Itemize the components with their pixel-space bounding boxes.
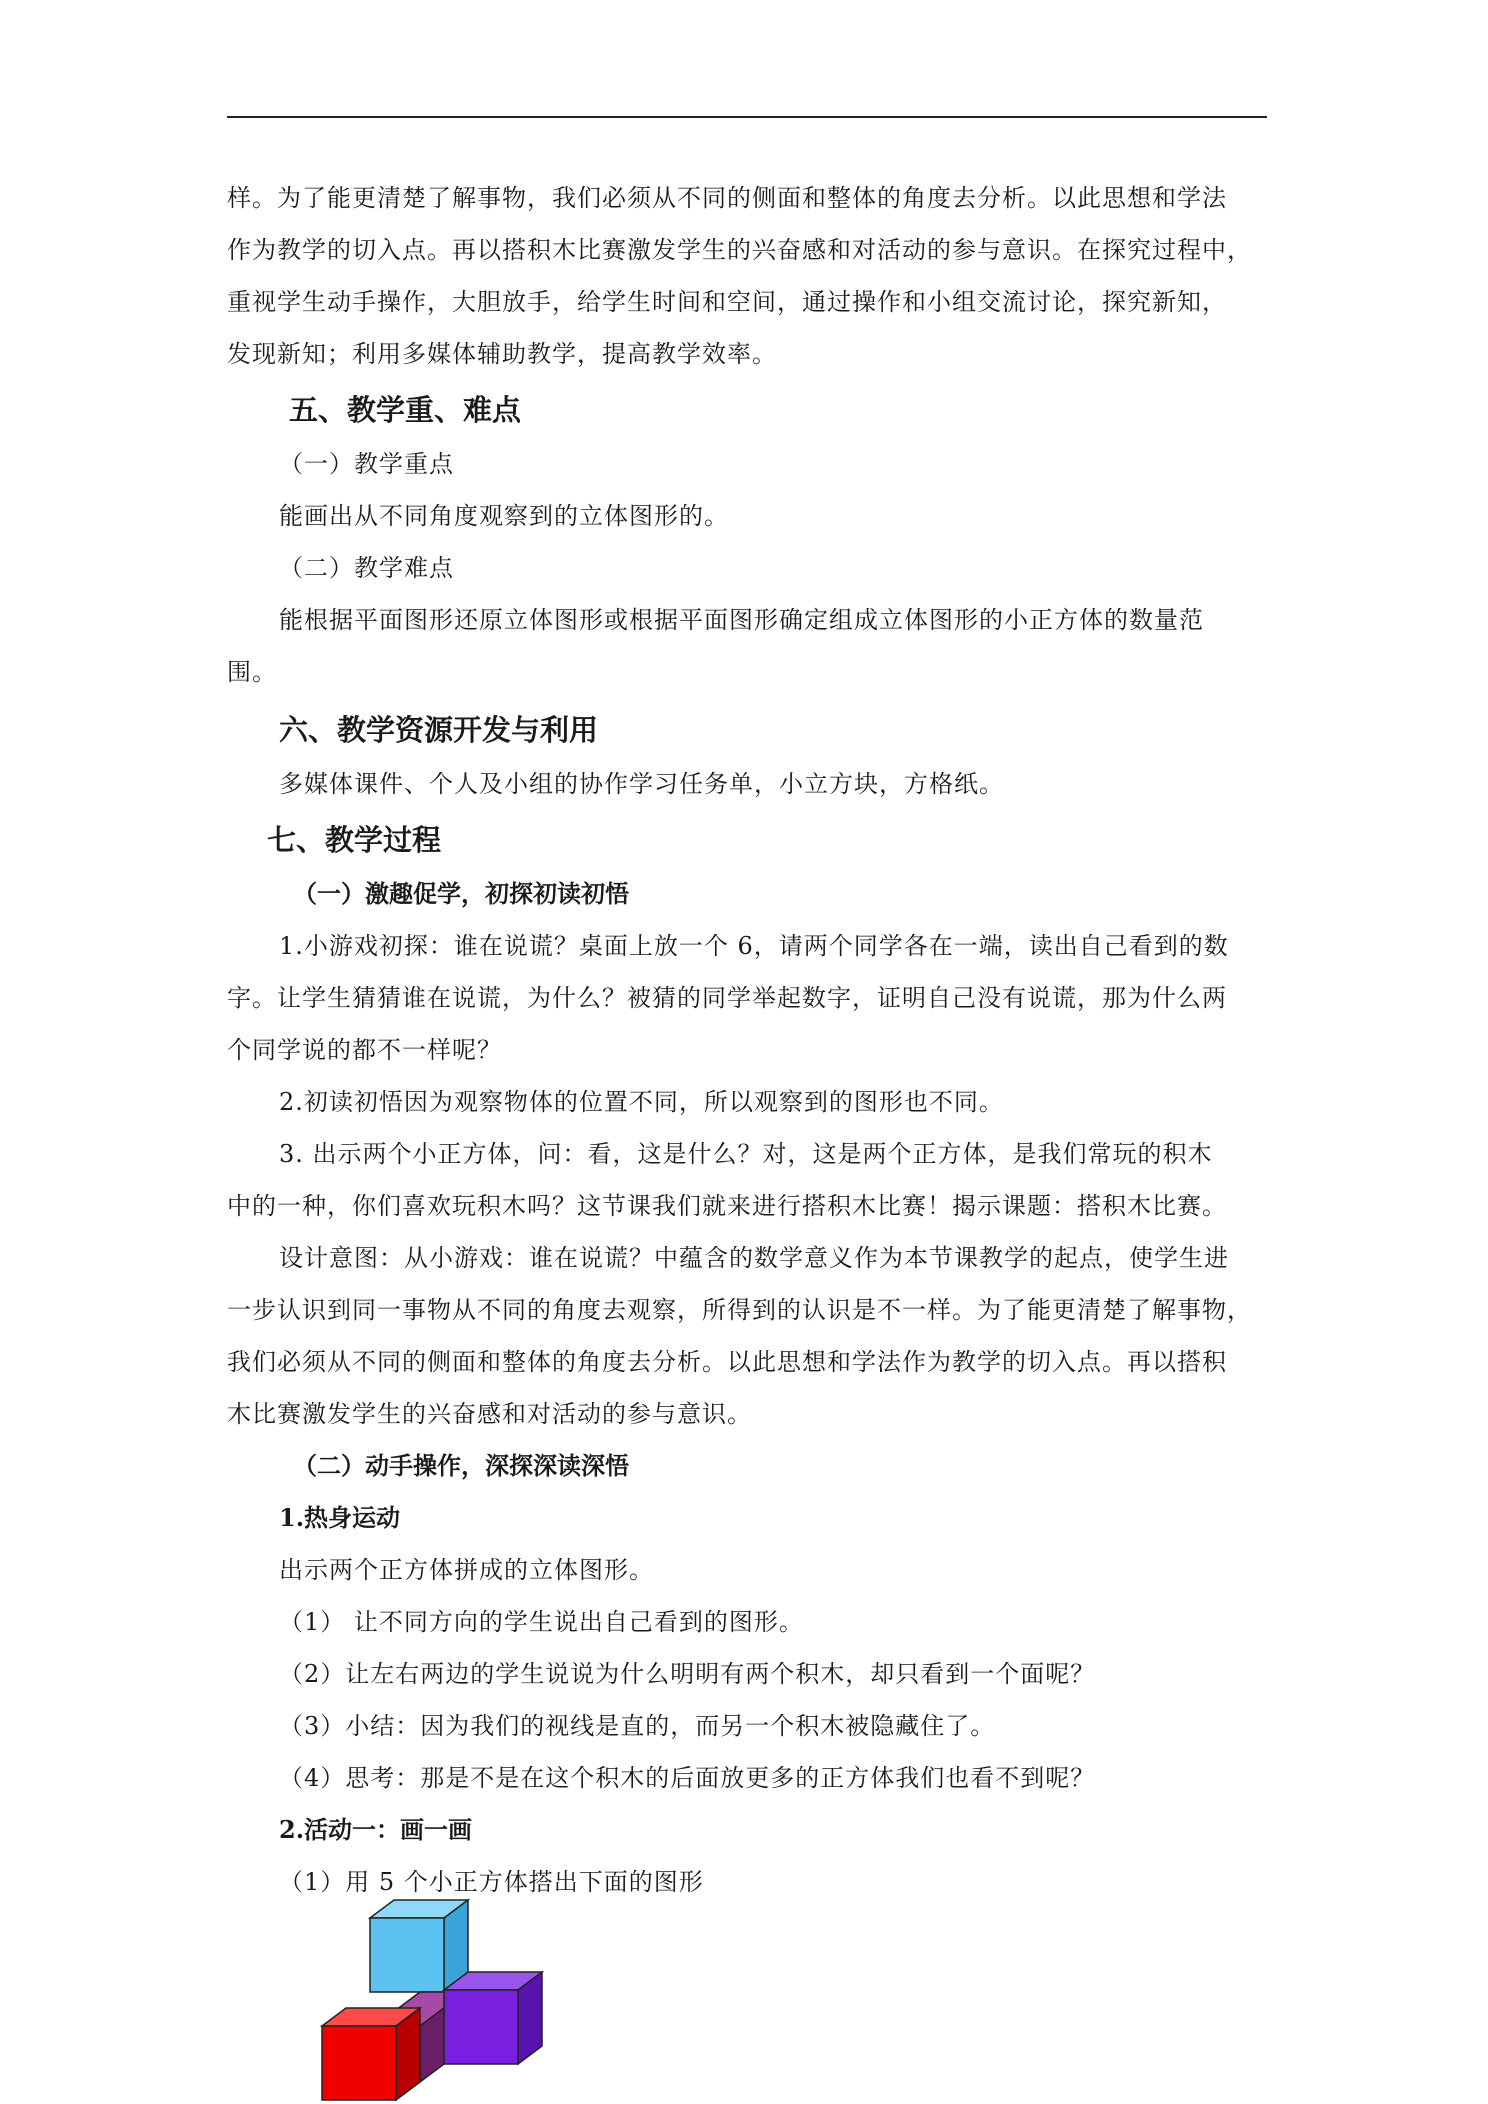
paragraph-line: 样。为了能更清楚了解事物，我们必须从不同的侧面和整体的角度去分析。以此思想和学法 xyxy=(227,184,1227,212)
paragraph-line: 围。 xyxy=(227,658,277,686)
list-item: （2）让左右两边的学生说说为什么明明有两个积木，却只看到一个面呢？ xyxy=(279,1660,1096,1688)
paragraph-line: 出示两个正方体拼成的立体图形。 xyxy=(279,1556,654,1584)
subheading-key-points: （一）教学重点 xyxy=(279,450,454,478)
paragraph-line: 能画出从不同角度观察到的立体图形的。 xyxy=(279,502,729,530)
paragraph-line: 我们必须从不同的侧面和整体的角度去分析。以此思想和学法作为教学的切入点。再以搭积 xyxy=(227,1348,1227,1376)
warmup-heading: 1.热身运动 xyxy=(279,1503,401,1532)
paragraph-line: （1）用 5 个小正方体搭出下面的图形 xyxy=(279,1868,704,1896)
subheading-difficulties: （二）教学难点 xyxy=(279,554,454,582)
document-body xyxy=(227,172,1267,1908)
paragraph-line: 作为教学的切入点。再以搭积木比赛激发学生的兴奋感和对活动的参与意识。在探究过程中， xyxy=(227,236,1252,264)
paragraph-line: 3. 出示两个小正方体，问：看，这是什么？对，这是两个正方体，是我们常玩的积木 xyxy=(279,1140,1213,1168)
red-cube xyxy=(322,2008,420,2100)
paragraph-line: 多媒体课件、个人及小组的协作学习任务单，小立方块，方格纸。 xyxy=(279,770,1004,798)
paragraph-line: 设计意图：从小游戏：谁在说谎？中蕴含的数学意义作为本节课教学的起点，使学生进 xyxy=(279,1244,1229,1272)
paragraph-line: 字。让学生猜猜谁在说谎，为什么？被猜的同学举起数字，证明自己没有说谎，那为什么两 xyxy=(227,984,1227,1012)
cube-figure xyxy=(320,1898,550,2104)
subheading-part-2: （二）动手操作，深探深读深悟 xyxy=(293,1451,629,1480)
paragraph-line: 能根据平面图形还原立体图形或根据平面图形确定组成立体图形的小正方体的数量范 xyxy=(279,606,1204,634)
section-heading-5: 五、教学重、难点 xyxy=(289,393,522,427)
subheading-part-1: （一）激趣促学，初探初读初悟 xyxy=(293,879,629,908)
paragraph-line: 发现新知；利用多媒体辅助教学，提高教学效率。 xyxy=(227,340,777,368)
header-rule xyxy=(227,116,1267,118)
purple-cube xyxy=(444,1972,542,2064)
list-item: （1） 让不同方向的学生说出自己看到的图形。 xyxy=(279,1608,804,1636)
paragraph-line: 木比赛激发学生的兴奋感和对活动的参与意识。 xyxy=(227,1400,752,1428)
activity-heading: 2.活动一：画一画 xyxy=(279,1815,473,1844)
paragraph-line: 2.初读初悟因为观察物体的位置不同，所以观察到的图形也不同。 xyxy=(279,1088,1004,1116)
list-item: （4）思考：那是不是在这个积木的后面放更多的正方体我们也看不到呢？ xyxy=(279,1764,1096,1792)
paragraph-line: 1.小游戏初探：谁在说谎？桌面上放一个 6，请两个同学各在一端，读出自己看到的数 xyxy=(279,932,1229,960)
section-heading-6: 六、教学资源开发与利用 xyxy=(279,713,599,747)
paragraph-line: 重视学生动手操作，大胆放手，给学生时间和空间，通过操作和小组交流讨论，探究新知， xyxy=(227,288,1227,316)
paragraph-line: 中的一种，你们喜欢玩积木吗？这节课我们就来进行搭积木比赛！揭示课题：搭积木比赛。 xyxy=(227,1192,1227,1220)
list-item: （3）小结：因为我们的视线是直的，而另一个积木被隐藏住了。 xyxy=(279,1712,996,1740)
paragraph-line: 个同学说的都不一样呢？ xyxy=(227,1036,502,1064)
paragraph-line: 一步认识到同一事物从不同的角度去观察，所得到的认识是不一样。为了能更清楚了解事物， xyxy=(227,1296,1252,1324)
section-heading-7: 七、教学过程 xyxy=(267,823,442,857)
cyan-cube xyxy=(370,1900,468,1992)
